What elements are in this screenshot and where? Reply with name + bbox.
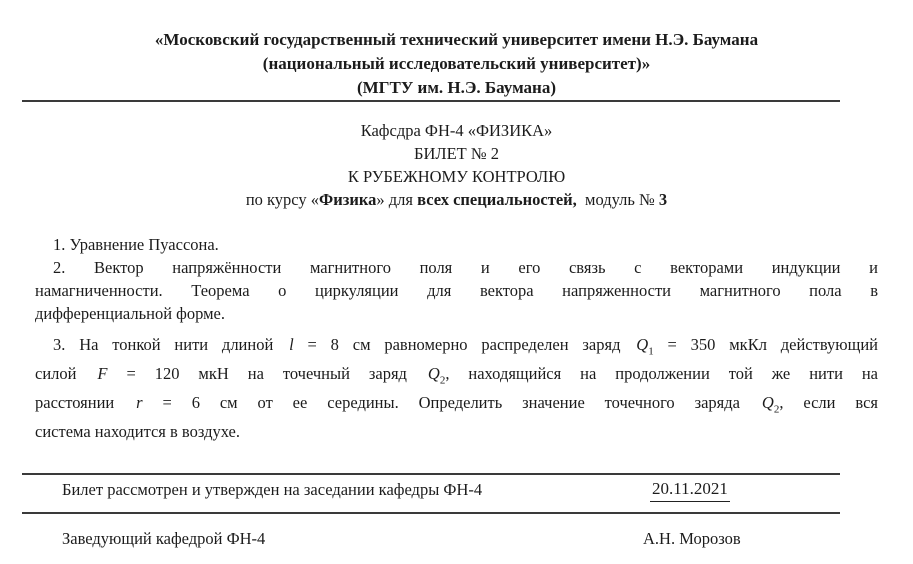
approval-top-divider	[22, 473, 840, 475]
university-name-line1: «Московский государственный технический университет имени Н.Э. Баумана	[154, 30, 759, 49]
approval-date: 20.11.2021	[650, 478, 730, 502]
question-3-text: = 6 см от ее середины. Определить значение точечного заряда	[142, 393, 740, 412]
ticket-title-block	[35, 119, 878, 211]
question-3-text: силой	[35, 364, 77, 383]
question-3	[35, 330, 878, 446]
question-3-line2	[35, 359, 878, 388]
math-variable-q2: Q	[427, 364, 440, 383]
control-type-line: К РУБЕЖНОМУ КОНТРОЛЮ	[347, 167, 566, 186]
approval-statement: Билет рассмотрен и утвержден на заседании кафедры ФН-4	[62, 480, 483, 499]
question-3-line4: система находится в воздухе.	[35, 422, 241, 441]
question-3-line1	[35, 330, 878, 359]
question-3-text: , находящийся на продолжении той же нити на	[445, 364, 879, 383]
specialties-bold: всех специальностей,	[417, 190, 577, 209]
course-name-bold: Физика	[319, 190, 377, 209]
university-abbreviation-line: (МГТУ им. Н.Э. Баумана)	[356, 78, 557, 97]
question-3-text: = 350 мкКл действующий	[653, 335, 879, 354]
question-3-text: = 8 см равномерно распределен заряд	[293, 335, 621, 354]
math-variable-q1: Q	[636, 335, 649, 354]
math-variable-l: l	[289, 335, 294, 354]
ticket-number-line: БИЛЕТ № 2	[414, 144, 499, 163]
approval-bottom-divider	[22, 512, 840, 514]
department-head-label: Заведующий кафедрой ФН-4	[62, 529, 266, 548]
question-1: 1. Уравнение Пуассона.	[53, 235, 219, 254]
department-head-name: А.Н. Морозов	[643, 529, 741, 548]
department-line: Кафсдра ФН-4 «ФИЗИКА»	[360, 121, 553, 140]
math-variable-q2: Q	[761, 393, 774, 412]
course-line-text: » для	[376, 190, 418, 209]
math-subscript: 2	[439, 374, 446, 387]
module-number-bold: 3	[658, 190, 668, 209]
header-divider	[22, 100, 840, 102]
university-header	[35, 28, 878, 100]
course-line-text: модуль №	[576, 190, 659, 209]
course-line-text: по курсу «	[245, 190, 320, 209]
question-2-line3: дифференциальной форме.	[35, 304, 225, 323]
question-3-text: расстоянии	[35, 393, 115, 412]
question-3-line3	[35, 388, 878, 417]
math-subscript: 1	[648, 345, 654, 358]
math-variable-f: F	[97, 364, 108, 383]
question-2-line2: намагниченности. Теорема о циркуляции для вектора напряженности магнитного пола в	[35, 281, 878, 300]
course-line	[35, 188, 878, 211]
university-name-line2: (национальный исследовательский университет)»	[262, 54, 651, 73]
questions-list	[35, 233, 878, 446]
question-3-text: 3. На тонкой нити длиной	[53, 335, 274, 354]
question-2	[35, 256, 878, 325]
question-3-text: , если вся	[779, 393, 879, 412]
math-subscript: 2	[773, 403, 780, 416]
math-variable-r: r	[136, 393, 143, 412]
question-2-line1: 2. Вектор напряжённости магнитного поля и его связь с векторами индукции и	[53, 258, 878, 277]
question-3-text: = 120 мкН на точечный заряд	[107, 364, 407, 383]
